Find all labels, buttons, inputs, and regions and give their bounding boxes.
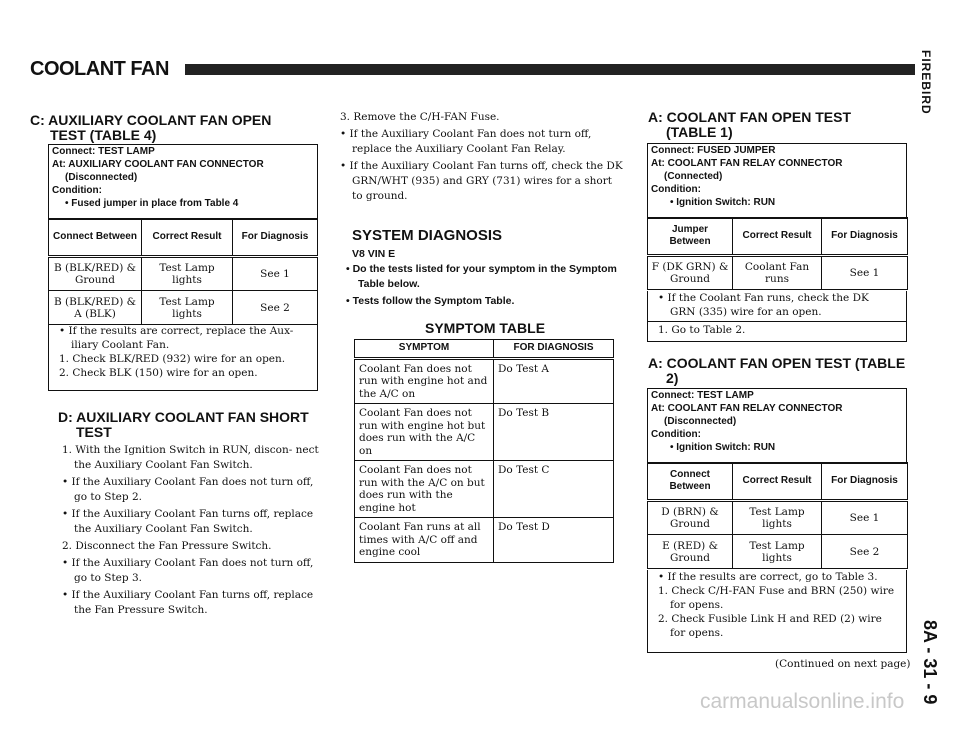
section-c-title (30, 113, 271, 143)
col-header: SYMPTOM (355, 340, 494, 359)
note-line: 1. Check BLK/RED (932) wire for an open. (59, 353, 286, 365)
system-diagnosis-body (340, 247, 625, 311)
section-c-notes (48, 324, 318, 391)
section-a1-table (647, 217, 908, 290)
system-diagnosis-subtitle: V8 VIN E (352, 248, 396, 260)
page-number: 8A - 31 - 9 (920, 620, 940, 705)
note-line: 2. Check Fusible Link H and RED (2) wire (658, 613, 882, 625)
state-line: (Disconnected) (65, 172, 138, 183)
table-row (49, 291, 318, 325)
condition-label: Condition: (651, 184, 701, 195)
table-row (355, 404, 614, 461)
note-line: iliary Coolant Fan. (71, 339, 170, 351)
note-line: 2. Check BLK (150) wire for an open. (59, 367, 258, 379)
condition-line: • Ignition Switch: RUN (670, 197, 776, 208)
note-line: • If the Coolant Fan runs, check the DK (658, 292, 869, 304)
col-header: Jumper Between (648, 218, 733, 256)
state-line: (Connected) (664, 171, 723, 182)
section-d-steps (56, 443, 321, 620)
condition-line: • Fused jumper in place from Table 4 (65, 198, 239, 209)
step-item: • If the Auxiliary Coolant Fan does not turn off, replace the Auxiliary Coolant Fan Relay. (340, 128, 592, 155)
table-cell: Test Lamp lights (142, 257, 233, 291)
symptom-table (354, 339, 614, 563)
side-tab (917, 50, 947, 140)
table-cell: See 2 (822, 535, 908, 569)
header-rule (185, 64, 915, 75)
section-a1-conditions (647, 143, 907, 219)
table-cell: F (DK GRN) & Ground (648, 256, 733, 290)
section-c-title-line2: TEST (TABLE 4) (50, 127, 157, 143)
table-row (49, 257, 318, 291)
col-header: For Diagnosis (233, 219, 318, 257)
section-a1-notes (647, 291, 907, 342)
col-header: Correct Result (733, 218, 822, 256)
symptom-table-title: SYMPTOM TABLE (425, 320, 546, 336)
section-c-table (48, 218, 318, 325)
condition-label: Condition: (651, 429, 701, 440)
watermark: carmanualsonline.info (700, 690, 905, 713)
table-row (355, 358, 614, 404)
col-header: For Diagnosis (822, 463, 908, 501)
col-header: Connect Between (49, 219, 142, 257)
col-header: FOR DIAGNOSIS (494, 340, 614, 359)
section-a2-title-line1: A: COOLANT FAN OPEN TEST (TABLE (648, 355, 906, 371)
note-line: for opens. (670, 627, 724, 639)
table-row (355, 461, 614, 518)
section-a1-title (648, 110, 851, 140)
at-line: At: AUXILIARY COOLANT FAN CONNECTOR (52, 159, 264, 170)
col-header: Connect Between (648, 463, 733, 501)
table-cell: Test Lamp lights (733, 535, 822, 569)
symptom-cell: Coolant Fan runs at all times with A/C off and engine cool (355, 518, 494, 563)
diagnosis-bullet: • Tests follow the Symptom Table. (346, 295, 515, 307)
continued-note: (Continued on next page) (775, 658, 911, 670)
table-cell: See 2 (233, 291, 318, 325)
table-cell: See 1 (822, 256, 908, 290)
note-line: 1. Go to Table 2. (648, 321, 906, 337)
table-row (355, 518, 614, 563)
note-line: GRN (335) wire for an open. (670, 306, 822, 318)
section-a1-title-line1: A: COOLANT FAN OPEN TEST (648, 109, 851, 125)
col-header: Correct Result (733, 463, 822, 501)
section-a2-title (648, 356, 905, 386)
section-d-title-line1: D: AUXILIARY COOLANT FAN SHORT (58, 409, 309, 425)
connect-line: Connect: TEST LAMP (651, 390, 754, 401)
step-item: • If the Auxiliary Coolant Fan does not turn off, go to Step 2. (62, 476, 314, 503)
section-a1-title-line2: (TABLE 1) (666, 124, 733, 140)
table-row (648, 256, 908, 290)
page-header-title: COOLANT FAN (30, 58, 169, 80)
table-cell: Test Lamp lights (733, 501, 822, 535)
symptom-cell: Coolant Fan does not run with the A/C on but does run with the engine hot (355, 461, 494, 518)
table-cell: Test Lamp lights (142, 291, 233, 325)
step-item: 3. Remove the C/H-FAN Fuse. (340, 111, 500, 123)
condition-label: Condition: (52, 185, 102, 196)
table-cell: See 1 (822, 501, 908, 535)
table-row (648, 535, 908, 569)
col-header: Correct Result (142, 219, 233, 257)
note-line: • If the results are correct, replace the Aux- (59, 325, 294, 337)
at-line: At: COOLANT FAN RELAY CONNECTOR (651, 158, 843, 169)
diagnosis-cell: Do Test D (494, 518, 614, 563)
section-d-title (58, 410, 309, 440)
step-item: 2. Disconnect the Fan Pressure Switch. (62, 540, 272, 552)
section-c-title-line1: C: AUXILIARY COOLANT FAN OPEN (30, 112, 272, 128)
symptom-cell: Coolant Fan does not run with engine hot and the A/C on (355, 358, 494, 404)
table-cell: See 1 (233, 257, 318, 291)
table-cell: B (BLK/RED) & A (BLK) (49, 291, 142, 325)
section-a2-notes (647, 570, 907, 653)
step-item: • If the Auxiliary Coolant Fan turns off, replace the Auxiliary Coolant Fan Switch. (62, 508, 314, 535)
diagnosis-bullet: • Do the tests listed for your symptom in the Symptom Table below. (346, 263, 617, 290)
section-a2-title-line2: 2) (666, 370, 679, 386)
at-line: At: COOLANT FAN RELAY CONNECTOR (651, 403, 843, 414)
note-line: 1. Check C/H-FAN Fuse and BRN (250) wire (658, 585, 895, 597)
step-item: • If the Auxiliary Coolant Fan turns off, check the DK GRN/WHT (935) and GRY (731) wires for a short to ground. (340, 160, 623, 202)
table-cell: D (BRN) & Ground (648, 501, 733, 535)
table-cell: Coolant Fan runs (733, 256, 822, 290)
diagnosis-cell: Do Test B (494, 404, 614, 461)
connect-line: Connect: FUSED JUMPER (651, 145, 776, 156)
section-d-title-line2: TEST (76, 424, 112, 440)
section-c-conditions (48, 144, 318, 220)
step-item: 1. With the Ignition Switch in RUN, discon- nect the Auxiliary Coolant Fan Switch. (62, 444, 319, 471)
step-item: • If the Auxiliary Coolant Fan does not turn off, go to Step 3. (62, 557, 314, 584)
diagnosis-cell: Do Test A (494, 358, 614, 404)
condition-line: • Ignition Switch: RUN (670, 442, 776, 453)
step-item: • If the Auxiliary Coolant Fan turns off, replace the Fan Pressure Switch. (62, 589, 314, 616)
system-diagnosis-title: SYSTEM DIAGNOSIS (352, 227, 503, 244)
section-d-steps-continued (334, 110, 624, 206)
section-a2-conditions (647, 388, 907, 464)
note-line: • If the results are correct, go to Table 3. (658, 571, 878, 583)
table-cell: E (RED) & Ground (648, 535, 733, 569)
table-row (648, 501, 908, 535)
side-tab-label: FIREBIRD (919, 50, 933, 115)
col-header: For Diagnosis (822, 218, 908, 256)
symptom-cell: Coolant Fan does not run with engine hot but does run with the A/C on (355, 404, 494, 461)
connect-line: Connect: TEST LAMP (52, 146, 155, 157)
state-line: (Disconnected) (664, 416, 737, 427)
table-cell: B (BLK/RED) & Ground (49, 257, 142, 291)
diagnosis-cell: Do Test C (494, 461, 614, 518)
section-a2-table (647, 462, 908, 569)
note-line: for opens. (670, 599, 724, 611)
